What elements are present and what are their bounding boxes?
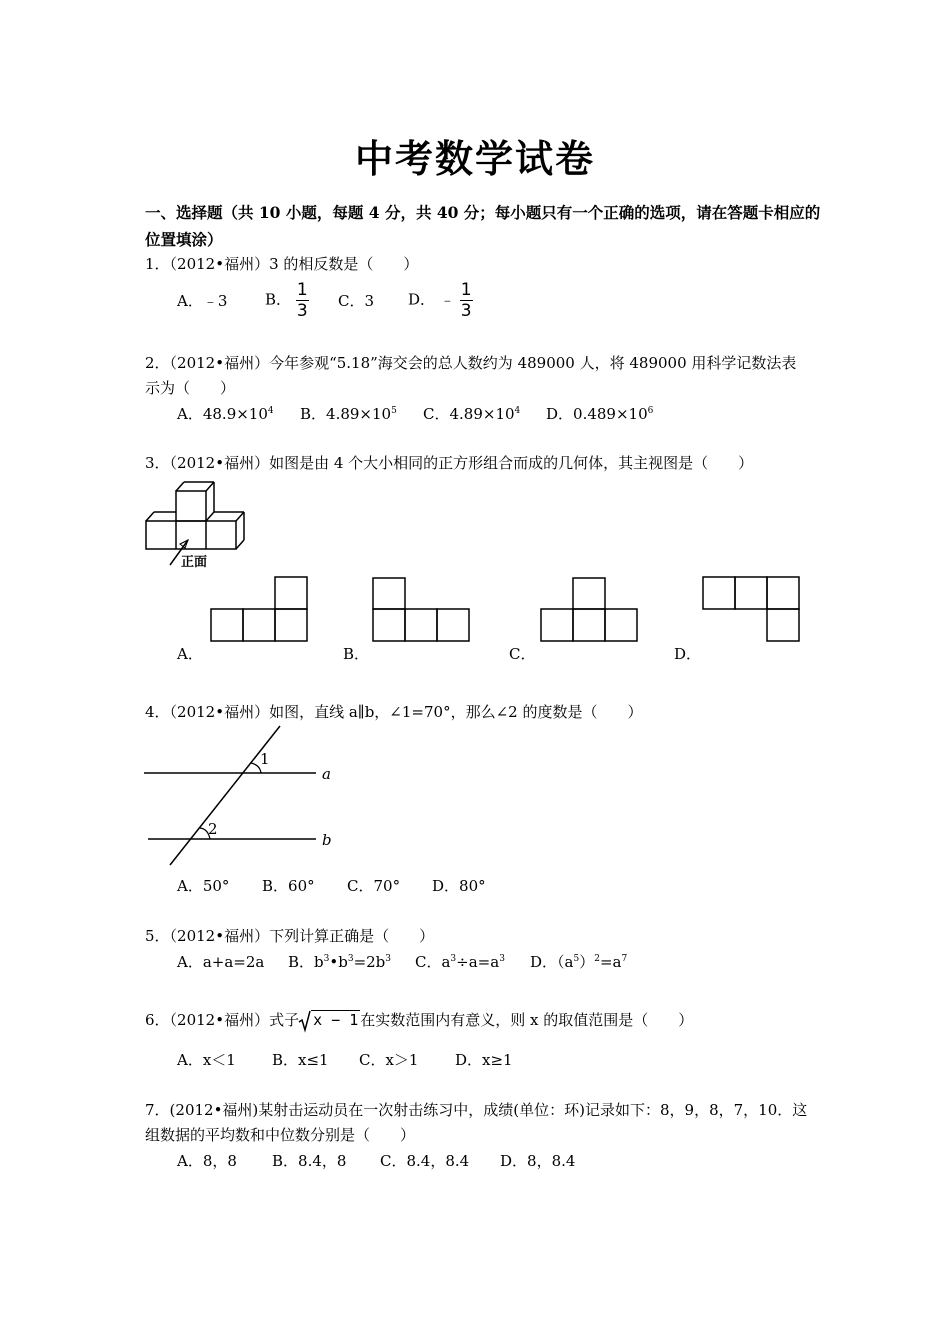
q5-b-exp: 3 [323, 954, 330, 964]
q7-stem-cont: 组数据的平均数和中位数分别是（ ） [145, 1126, 416, 1144]
q2-option-b [300, 403, 397, 424]
q5-d-exp: 7 [621, 954, 628, 964]
q4-option-c: C．70° [347, 877, 401, 895]
q6-option-d: D．x≥1 [455, 1051, 513, 1069]
q2-option-d [546, 403, 653, 424]
q2-option-b-text: B．4.89×10 [300, 405, 392, 423]
q6-stem [145, 1009, 693, 1032]
q2-option-c-exp: 4 [514, 406, 521, 416]
q4-angle-2-label: 2 [208, 820, 218, 838]
q7-option-b: B．8.4，8 [272, 1152, 347, 1170]
q4-option-d: D．80° [432, 877, 486, 895]
q1-option-b-label: B． [265, 290, 292, 309]
q4-line-a-label: a [322, 765, 331, 783]
q4-option-b: B．60° [262, 877, 315, 895]
q5-b-part: •b [329, 953, 348, 971]
q2-stem: 2．（2012•福州）今年参观“5.18”海交会的总人数约为 489000 人，将 489000 用科学记数法表 [145, 354, 797, 372]
q3-option-d-figure [702, 575, 802, 645]
q3-option-a-figure [210, 575, 310, 643]
q6-sqrt-expression [299, 1010, 360, 1032]
q7-option-a: A．8，8 [177, 1152, 237, 1170]
q5-c-exp: 3 [450, 954, 457, 964]
q4-line-b-label: b [322, 831, 332, 849]
q4-parallel-lines-figure [140, 722, 340, 870]
q5-option-b [288, 951, 391, 972]
q2-option-d-exp: 6 [647, 406, 654, 416]
q1-option-d [408, 281, 473, 320]
q5-option-d [530, 951, 627, 972]
q3-option-b-figure [372, 577, 472, 645]
q2-option-a-exp: 4 [267, 406, 274, 416]
q6-option-a: A．x＜1 [177, 1051, 236, 1069]
q2-option-a-text: A．48.9×10 [177, 405, 268, 423]
q5-d-part: D．（a [530, 953, 574, 971]
q2-option-d-text: D．0.489×10 [546, 405, 648, 423]
q1-option-c: C．3 [338, 292, 375, 310]
q2-option-c [423, 403, 520, 424]
q1-option-b-num: 1 [296, 280, 308, 300]
q3-option-d: D． [674, 645, 702, 663]
q5-d-part: =a [599, 953, 622, 971]
q5-c-exp: 3 [499, 954, 505, 964]
q5-d-exp: 5 [573, 954, 580, 964]
q1-option-b [265, 281, 309, 320]
q1-option-b-fraction [296, 281, 309, 320]
q2-stem-cont: 示为（ ） [145, 379, 236, 397]
q4-angle-1-label: 1 [260, 750, 270, 768]
q5-b-exp: 3 [385, 954, 392, 964]
q5-b-exp: 3 [347, 954, 354, 964]
q4-stem: 4．（2012•福州）如图，直线 a∥b，∠1=70°，那么∠2 的度数是（ ） [145, 703, 643, 721]
q6-option-c: C．x＞1 [359, 1051, 419, 1069]
q3-stem: 3．（2012•福州）如图是由 4 个大小相同的正方形组合而成的几何体，其主视图是（ ） [145, 454, 754, 472]
q6-stem-pre: 6．（2012•福州）式子 [145, 1011, 300, 1029]
q6-stem-post: 在实数范围内有意义，则 x 的取值范围是（ ） [360, 1011, 694, 1029]
q5-stem: 5．（2012•福州）下列计算正确是（ ） [145, 927, 435, 945]
q2-option-c-text: C．4.89×10 [423, 405, 515, 423]
section-heading: 一、选择题（共 10 小题，每题 4 分，共 40 分；每小题只有一个正确的选项，请在答题卡相应的 [145, 203, 821, 222]
q1-option-b-den: 3 [296, 301, 308, 321]
q7-stem: 7．(2012•福州)某射击运动员在一次射击练习中，成绩(单位：环)记录如下：8，9，8，7，10．这 [145, 1101, 808, 1119]
q1-option-d-fraction [460, 281, 473, 320]
q5-option-c [415, 951, 505, 972]
q3-option-c-figure [540, 577, 640, 645]
q1-option-d-num: 1 [460, 280, 472, 300]
q6-option-b: B．x≤1 [272, 1051, 329, 1069]
q5-d-part: ） [579, 953, 595, 971]
q2-option-b-exp: 5 [391, 406, 397, 416]
q5-b-part: =2b [353, 953, 386, 971]
q1-option-d-label: D． [408, 290, 436, 309]
page-title: 中考数学试卷 [354, 136, 595, 181]
radical-sign-icon [299, 1010, 311, 1032]
q3-front-label: 正面 [181, 555, 208, 570]
q1-option-a: A．﹣3 [177, 292, 228, 310]
q5-c-part: C．a [415, 953, 451, 971]
q1-option-d-sign: ﹣ [439, 290, 455, 309]
q4-option-a: A．50° [177, 877, 230, 895]
section-heading-cont: 位置填涂） [145, 230, 223, 249]
q3-option-b: B． [343, 645, 370, 663]
q1-option-d-den: 3 [460, 301, 472, 321]
q7-option-c: C．8.4，8.4 [380, 1152, 470, 1170]
q5-c-part: ÷a=a [456, 953, 500, 971]
q1-stem: 1．（2012•福州）3 的相反数是（ ） [145, 255, 419, 273]
q3-option-c: C． [509, 645, 536, 663]
q5-option-a: A．a+a=2a [177, 953, 265, 971]
q6-radicand: x − 1 [313, 1011, 359, 1029]
q5-b-part: B．b [288, 953, 324, 971]
q5-d-exp: 2 [594, 954, 600, 964]
q3-option-a: A． [177, 645, 203, 663]
q2-option-a [177, 403, 274, 424]
q7-option-d: D．8，8.4 [500, 1152, 576, 1170]
